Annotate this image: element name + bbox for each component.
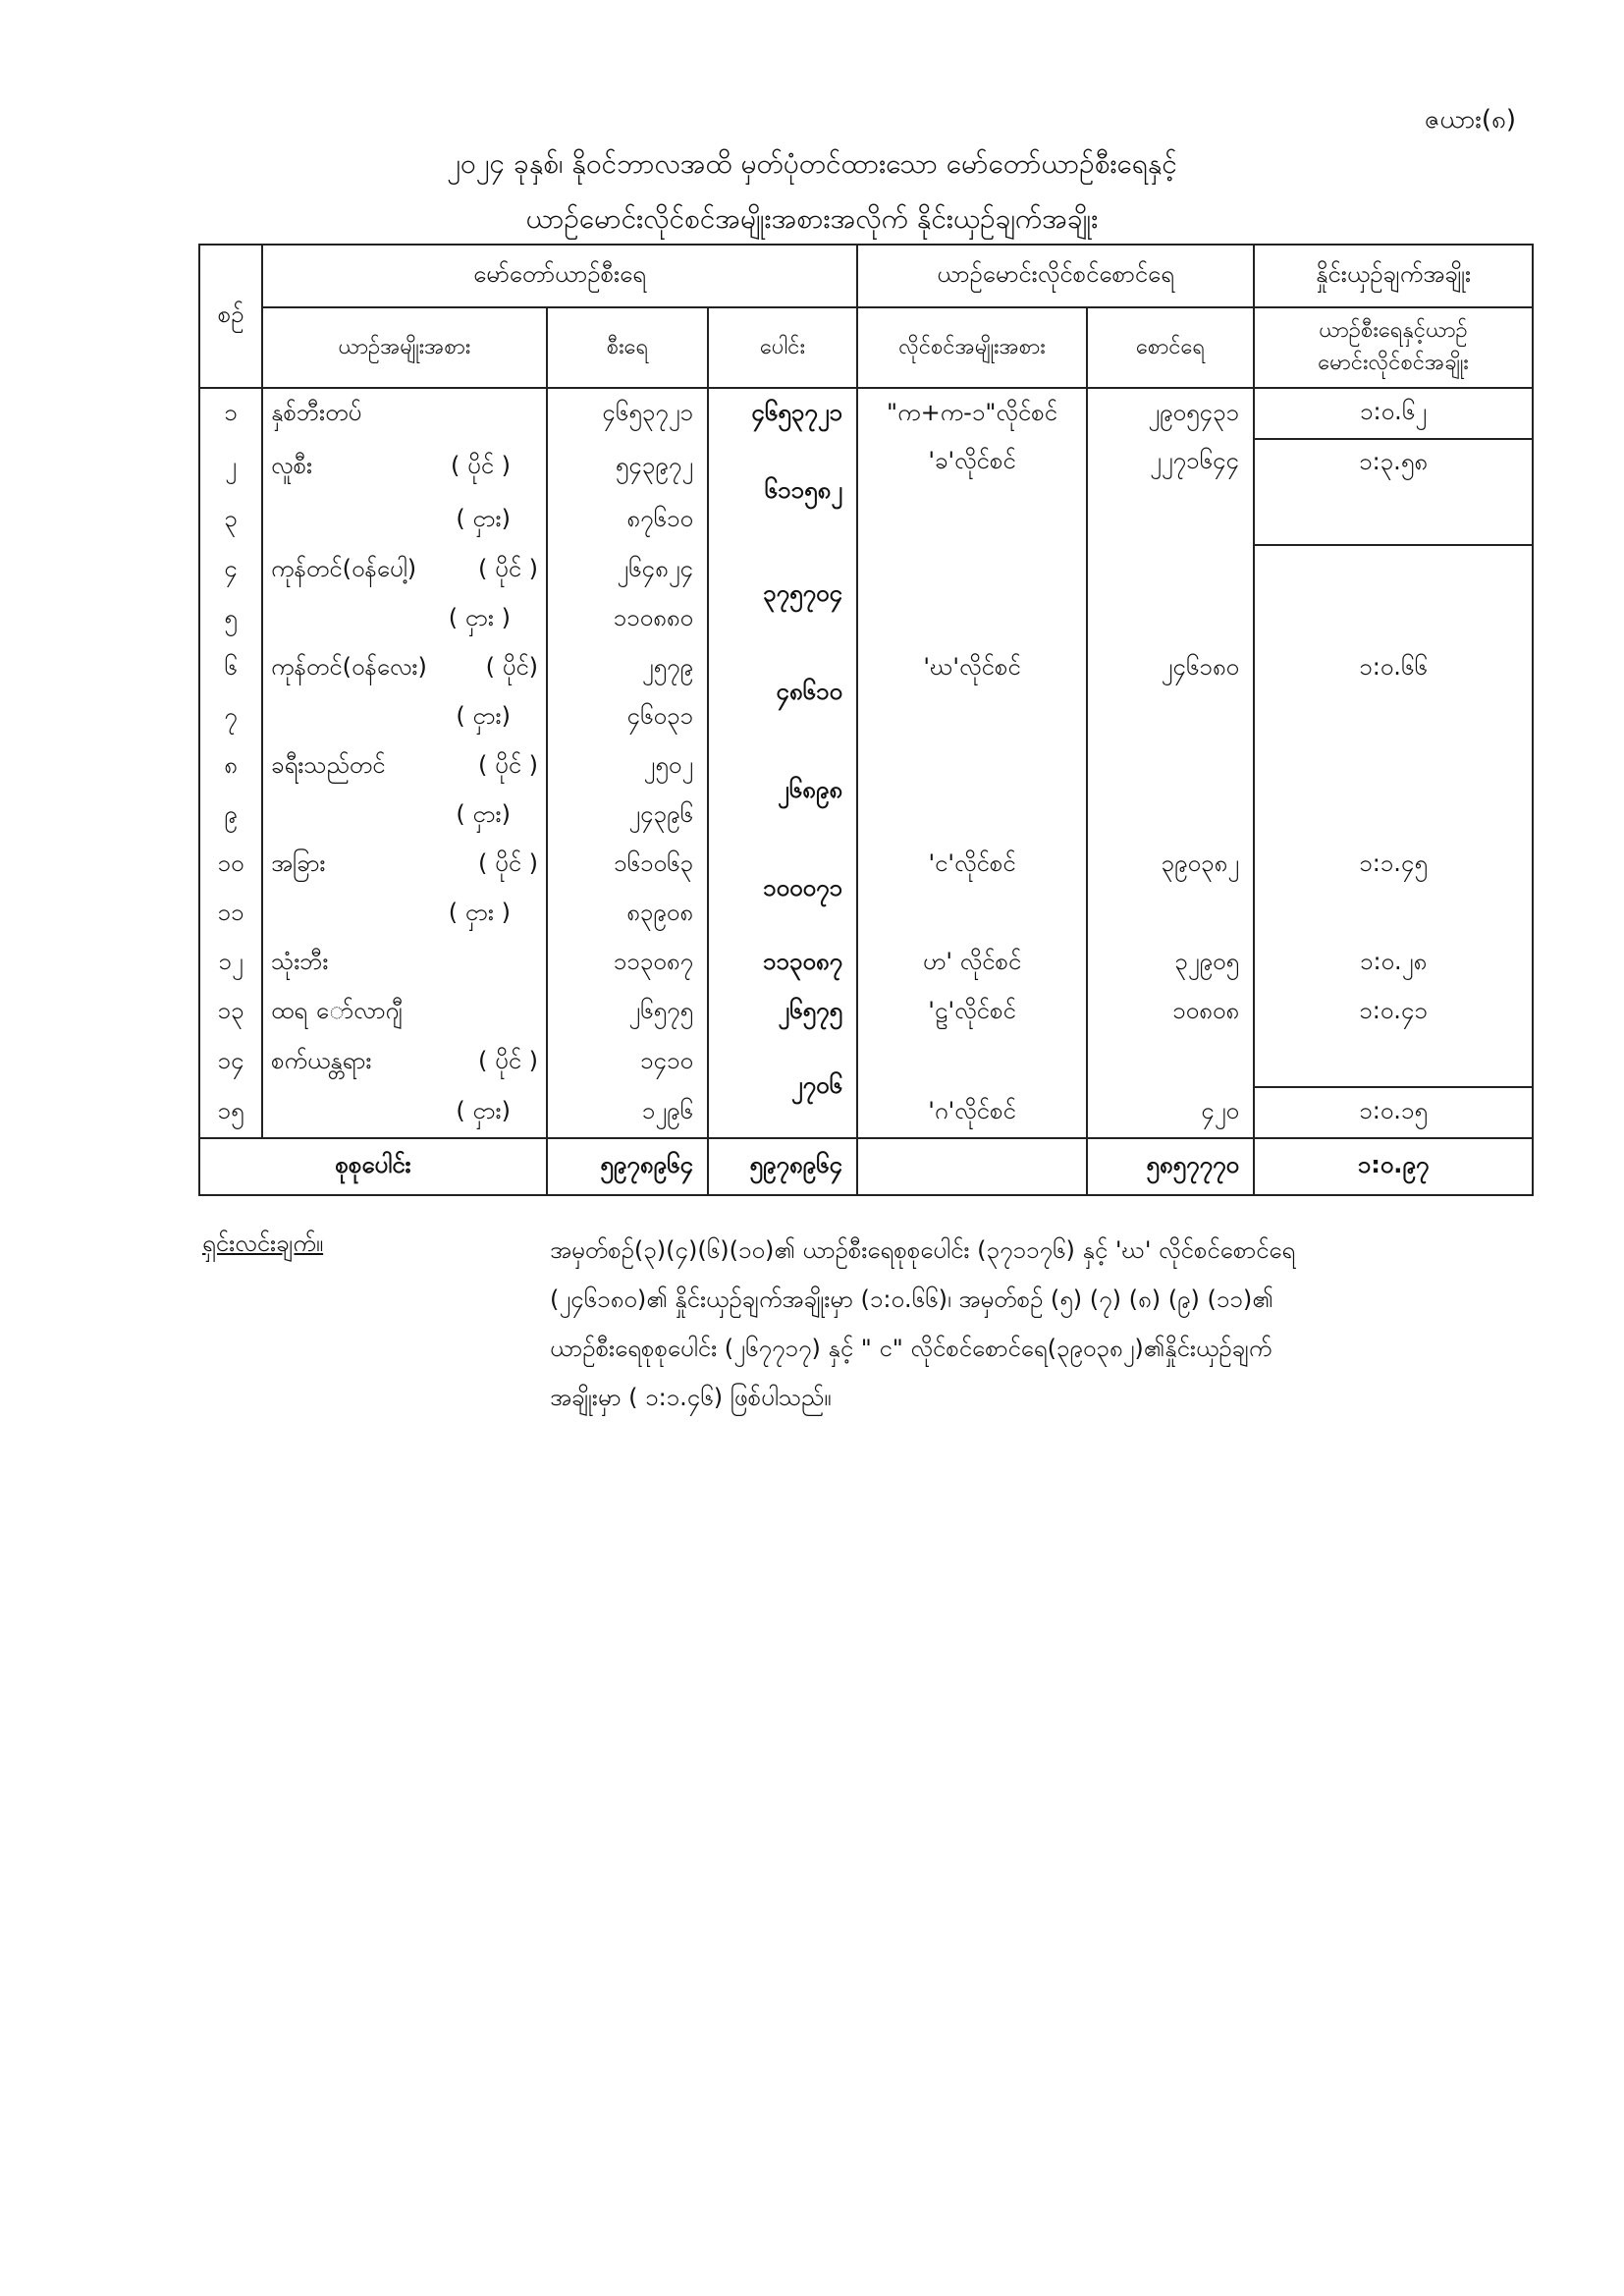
table-row	[199, 890, 1533, 939]
row-vehicle-type	[262, 742, 547, 792]
row-total: ၁၁၃၀၈၇	[708, 939, 857, 988]
row-license-type: 'ဃ'လိုင်စင်	[857, 644, 1087, 693]
row-vehicle-type	[262, 1087, 547, 1138]
table-row	[199, 439, 1533, 495]
ownership-label: ( ပိုင် )	[478, 554, 538, 582]
row-serial: ၉	[199, 792, 262, 841]
row-count: ၂၆၄၈၂၄	[547, 545, 708, 595]
header-total: ပေါင်း	[708, 307, 857, 388]
ownership-label: ( ငှား )	[448, 604, 511, 631]
row-license-count: ၄၂၀	[1087, 1087, 1254, 1138]
ownership-label: ( ပိုင် )	[451, 451, 511, 479]
table-row	[199, 388, 1533, 439]
row-count: ၂၆၅၇၅	[547, 988, 708, 1037]
grand-total-ratio: ၁:၀.၉၇	[1254, 1138, 1533, 1195]
row-license-count: ၃၂၉၀၅	[1087, 939, 1254, 988]
row-total: ၂၆၈၉၈	[708, 742, 857, 841]
row-license-type: 'င'လိုင်စင်	[857, 841, 1087, 890]
row-ratio: ၁:၀.၁၅	[1254, 1087, 1533, 1138]
vehicle-type-name: နှစ်ဘီးတပ်	[271, 398, 362, 426]
header-vehicle-count: မော်တော်ယာဉ်စီးရေ	[262, 245, 857, 307]
table-row	[199, 988, 1533, 1037]
row-serial: ၂	[199, 439, 262, 495]
row-license-type: "က+က-၁"လိုင်စင်	[857, 388, 1087, 439]
header-ratio-line-1: ယာဉ်စီးရေနှင့်ယာဉ်	[1319, 318, 1468, 343]
row-vehicle-type	[262, 939, 547, 988]
row-serial: ၁၀	[199, 841, 262, 890]
row-ratio: ၁:၁.၄၅	[1254, 841, 1533, 890]
row-vehicle-type	[262, 595, 547, 644]
row-license-count: ၃၉၀၃၈၂	[1087, 841, 1254, 890]
header-license-count: ယာဉ်မောင်းလိုင်စင်စောင်ရေ	[857, 245, 1254, 307]
notes-label: ရှင်းလင်းချက်။	[202, 1230, 324, 1257]
ownership-label: ( ငှား)	[456, 702, 511, 730]
ownership-label: ( ငှား)	[456, 504, 511, 532]
table-row	[199, 495, 1533, 545]
grand-total-count: ၅၉၇၈၉၆၄	[547, 1138, 708, 1195]
header-comparison-ratio: နှိုင်းယှဉ်ချက်အချိုး	[1254, 245, 1533, 307]
row-serial: ၄	[199, 545, 262, 595]
table-row	[199, 595, 1533, 644]
row-serial: ၁၅	[199, 1087, 262, 1138]
header-vehicle-type: ယာဉ်အမျိုးအစား	[262, 307, 547, 388]
grand-total-label: စုစုပေါင်း	[199, 1138, 547, 1195]
row-serial: ၁၄	[199, 1037, 262, 1087]
row-ratio: ၁:၀.၆၆	[1254, 644, 1533, 693]
row-total: ၂၇၀၆	[708, 1037, 857, 1138]
ownership-label: ( ပိုင် )	[478, 751, 538, 779]
row-serial: ၁၃	[199, 988, 262, 1037]
row-serial: ၁၂	[199, 939, 262, 988]
row-count: ၁၄၁၀	[547, 1037, 708, 1087]
row-serial: ၅	[199, 595, 262, 644]
row-count: ၁၁၀၈၈၀	[547, 595, 708, 644]
ratio-divider	[1254, 495, 1533, 545]
vehicle-type-name: ခရီးသည်တင်	[271, 751, 386, 779]
row-vehicle-type	[262, 988, 547, 1037]
header-ratio	[1254, 307, 1533, 388]
ownership-label: ( ငှား)	[456, 800, 511, 828]
row-total: ၃၇၅၇၀၄	[708, 545, 857, 644]
row-ratio: ၁:၃.၅၈	[1254, 439, 1533, 495]
row-license-count: ၂၄၆၁၈၀	[1087, 644, 1254, 693]
notes-line: (၂၄၆၁၈၀)၏ နှိုင်းယှဉ်ချက်အချိုးမှာ (၁:၀.၆၆)၊ အမှတ်စဉ် (၅) (၇) (၈) (၉) (၁၁)၏	[550, 1285, 1273, 1313]
grand-total-licenses: ၅၈၅၇၇၇၀	[1087, 1138, 1254, 1195]
row-total: ၂၆၅၇၅	[708, 988, 857, 1037]
row-count: ၂၄၃၉၆	[547, 792, 708, 841]
grand-total-total: ၅၉၇၈၉၆၄	[708, 1138, 857, 1195]
header-count: စီးရေ	[547, 307, 708, 388]
ownership-label: ( ပိုင် )	[478, 1046, 538, 1074]
vehicle-type-name: လူစီး	[271, 451, 313, 479]
table-row	[199, 693, 1533, 742]
table-header-row-2	[199, 307, 1533, 388]
grand-total-license-type	[857, 1138, 1087, 1195]
vehicle-license-table	[198, 244, 1534, 1196]
row-total: ၆၁၁၅၈၂	[708, 439, 857, 545]
row-total: ၄၈၆၁၀	[708, 644, 857, 742]
notes-line: အချိုးမှာ ( ၁:၁.၄၆) ဖြစ်ပါသည်။	[550, 1384, 832, 1411]
row-count: ၂၅၀၂	[547, 742, 708, 792]
header-license-copies: စောင်ရေ	[1087, 307, 1254, 388]
ownership-label: ( ပိုင် )	[478, 849, 538, 877]
row-total: ၄၆၅၃၇၂၁	[708, 388, 857, 439]
row-license-count: ၁၀၈၀၈	[1087, 988, 1254, 1037]
vehicle-type-name: သုံးဘီး	[271, 948, 329, 975]
row-count: ၂၅၇၉	[547, 644, 708, 693]
row-count: ၄၆၅၃၇၂၁	[547, 388, 708, 439]
row-vehicle-type	[262, 644, 547, 693]
row-total: ၁၀၀၀၇၁	[708, 841, 857, 939]
ownership-label: ( ငှား)	[456, 1096, 511, 1124]
ratio-divider	[1254, 1037, 1533, 1087]
row-vehicle-type	[262, 841, 547, 890]
notes-line: ယာဉ်စီးရေစုစုပေါင်း (၂၆၇၇၁၇) နှင့် " င" လိုင်စင်စောင်ရေ(၃၉၀၃၈၂)၏နှိုင်းယှဉ်ချက်	[550, 1335, 1272, 1362]
row-license-type: 'ဂ'လိုင်စင်	[857, 1087, 1087, 1138]
table-row	[199, 1087, 1533, 1138]
title-line-1: ၂၀၂၄ ခုနှစ်၊ နိုဝင်ဘာလအထိ မှတ်ပုံတင်ထားသော မော်တော်ယာဉ်စီးရေနှင့်	[447, 147, 1177, 180]
ownership-label: ( ပိုင်)	[485, 653, 538, 681]
row-vehicle-type	[262, 693, 547, 742]
row-vehicle-type	[262, 439, 547, 495]
row-count: ၁၁၃၀၈၇	[547, 939, 708, 988]
row-ratio: ၁:၀.၄၁	[1254, 988, 1533, 1037]
row-count: ၈၃၉၀၈	[547, 890, 708, 939]
vehicle-type-name: ကုန်တင်(ဝန်လေး)	[271, 653, 427, 681]
table-row	[199, 545, 1533, 595]
table-row	[199, 841, 1533, 890]
ownership-label: ( ငှား )	[448, 899, 511, 926]
row-license-count: ၂၉၀၅၄၃၁	[1087, 388, 1254, 439]
page-label: ဇယား(၈)	[1424, 105, 1516, 135]
row-count: ၁၆၁၀၆၃	[547, 841, 708, 890]
row-count: ၁၂၉၆	[547, 1087, 708, 1138]
row-serial: ၃	[199, 495, 262, 545]
row-count: ၄၆၀၃၁	[547, 693, 708, 742]
row-serial: ၈	[199, 742, 262, 792]
table-row	[199, 742, 1533, 792]
row-count: ၈၇၆၁၀	[547, 495, 708, 545]
vehicle-type-name: ကုန်တင်(ဝန်ပေါ့)	[271, 554, 417, 582]
row-license-type: ဟ' လိုင်စင်	[857, 939, 1087, 988]
notes-line: အမှတ်စဉ်(၃)(၄)(၆)(၁၀)၏ ယာဉ်စီးရေစုစုပေါင်း (၃၇၁၁၇၆) နှင့် 'ဃ' လိုင်စင်စောင်ရေ	[550, 1236, 1296, 1264]
row-vehicle-type	[262, 495, 547, 545]
row-vehicle-type	[262, 1037, 547, 1087]
notes-body	[550, 1226, 1532, 1422]
row-serial: ၆	[199, 644, 262, 693]
row-license-type: 'ဠ'လိုင်စင်	[857, 988, 1087, 1037]
row-count: ၅၄၃၉၇၂	[547, 439, 708, 495]
table-row	[199, 1037, 1533, 1087]
row-ratio: ၁:၀.၂၈	[1254, 939, 1533, 988]
row-serial: ၁	[199, 388, 262, 439]
header-serial: စဉ်	[199, 245, 262, 388]
vehicle-type-name: စက်ယန္တရား	[271, 1046, 372, 1074]
row-ratio: ၁:၀.၆၂	[1254, 388, 1533, 439]
header-license-type: လိုင်စင်အမျိုးအစား	[857, 307, 1087, 388]
header-ratio-line-2: မောင်းလိုင်စင်အချိုး	[1318, 351, 1469, 375]
row-vehicle-type	[262, 545, 547, 595]
row-serial: ၁၁	[199, 890, 262, 939]
row-vehicle-type	[262, 792, 547, 841]
table-row	[199, 939, 1533, 988]
title-line-2: ယာဉ်မောင်းလိုင်စင်အမျိုးအစားအလိုက် နိုင်းယှဉ်ချက်အချိုး	[525, 202, 1099, 235]
row-vehicle-type	[262, 890, 547, 939]
table-header-row-1	[199, 245, 1533, 307]
row-vehicle-type	[262, 388, 547, 439]
row-license-type: 'ခ'လိုင်စင်	[857, 439, 1087, 495]
table-row	[199, 644, 1533, 693]
table-row	[199, 792, 1533, 841]
grand-total-row	[199, 1138, 1533, 1195]
vehicle-type-name: အခြား	[271, 849, 326, 877]
row-license-count: ၂၂၇၁၆၄၄	[1087, 439, 1254, 495]
vehicle-type-name: ထရ ော်လာဂျီ	[271, 997, 403, 1024]
row-serial: ၇	[199, 693, 262, 742]
